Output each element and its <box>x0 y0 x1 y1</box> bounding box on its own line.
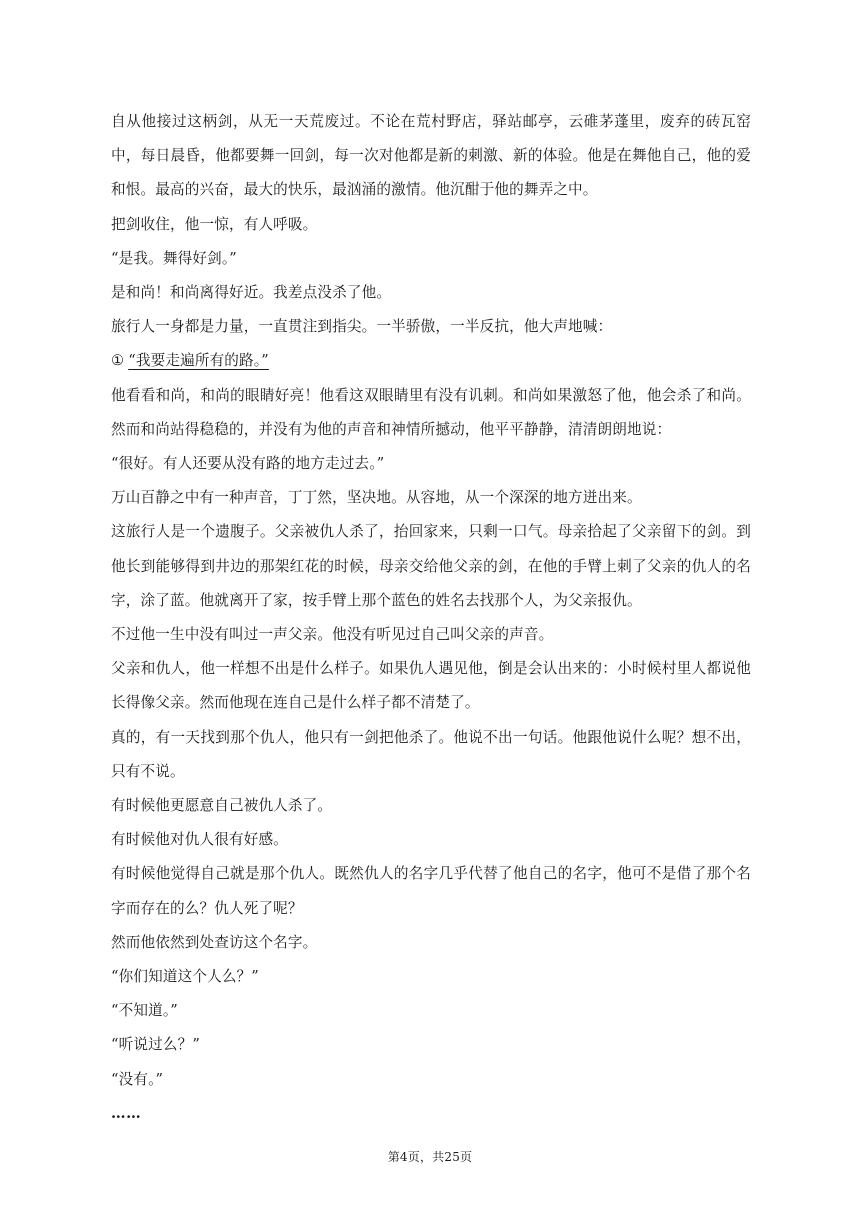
paragraph: 真的，有一天找到那个仇人，他只有一剑把他杀了。他说不出一句话。他跟他说什么呢？想不出，只有不说。 <box>111 728 751 780</box>
paragraph: 有时候他更愿意自己被仇人杀了。 <box>111 797 333 815</box>
paragraph: 这旅行人是一个遗腹子。父亲被仇人杀了，抬回家来，只剩一口气。母亲拾起了父亲留下的剑。到他长到能够得到井边的那架红花的时候，母亲交给他父亲的剑，在他的手臂上刺了父亲的仇人的名字，涂了蓝。他就离开了家，按手臂上那个蓝色的姓名去找那个人，为父亲报仇。 <box>111 523 751 609</box>
paragraph: 万山百静之中有一种声音，丁丁然，坚决地。从容地，从一个深深的地方迸出来。 <box>111 489 642 507</box>
numbered-quote-line <box>111 344 751 378</box>
dialogue-line: “听说过么？” <box>111 1036 200 1054</box>
text-body <box>111 105 751 1131</box>
paragraph: 然而他依然到处查访这个名字。 <box>111 933 318 951</box>
page-footer: 第4页，共25页 <box>387 1150 473 1164</box>
paragraph: 旅行人一身都是力量，一直贯注到指尖。一半骄傲，一半反抗，他大声地喊： <box>111 318 613 336</box>
paragraph: 有时候他觉得自己就是那个仇人。既然仇人的名字几乎代替了他自己的名字，他可不是借了那个名字而存在的么？仇人死了呢？ <box>111 865 751 917</box>
paragraph: 有时候他对仇人很有好感。 <box>111 831 288 849</box>
question-marker: ① <box>111 352 125 370</box>
dialogue-line: “不知道。” <box>111 1002 178 1020</box>
paragraph: 他看看和尚，和尚的眼睛好亮！他看这双眼睛里有没有讥刺。和尚如果激怒了他，他会杀了和尚。然而和尚站得稳稳的，并没有为他的声音和神情所撼动，他平平静静，清清朗朗地说： <box>111 386 751 438</box>
paragraph: 把剑收住，他一惊，有人呼吸。 <box>111 215 318 233</box>
dialogue-line: “没有。” <box>111 1070 164 1088</box>
paragraph: “很好。有人还要从没有路的地方走过去。” <box>111 455 385 473</box>
paragraph: “是我。舞得好剑。” <box>111 249 237 267</box>
dialogue-line: “你们知道这个人么？” <box>111 968 259 986</box>
paragraph: 是和尚！和尚离得好近。我差点没杀了他。 <box>111 284 392 302</box>
ellipsis: …… <box>111 1104 142 1122</box>
paragraph: 不过他一生中没有叫过一声父亲。他没有听见过自己叫父亲的声音。 <box>111 626 554 644</box>
paragraph: 自从他接过这柄剑，从无一天荒废过。不论在荒村野店，驿站邮亭，云碓茅蓬里，废弃的砖瓦窑中，每日晨昏，他都要舞一回剑，每一次对他都是新的刺激、新的体验。他是在舞他自己，他的爱和恨。最高的兴奋，最大的快乐，最汹涌的激情。他沉酣于他的舞弄之中。 <box>111 113 751 199</box>
underlined-quote: “我要走遍所有的路。” <box>128 352 269 370</box>
paragraph: 父亲和仇人，他一样想不出是什么样子。如果仇人遇见他，倒是会认出来的：小时候村里人都说他长得像父亲。然而他现在连自己是什么样子都不清楚了。 <box>111 660 751 712</box>
